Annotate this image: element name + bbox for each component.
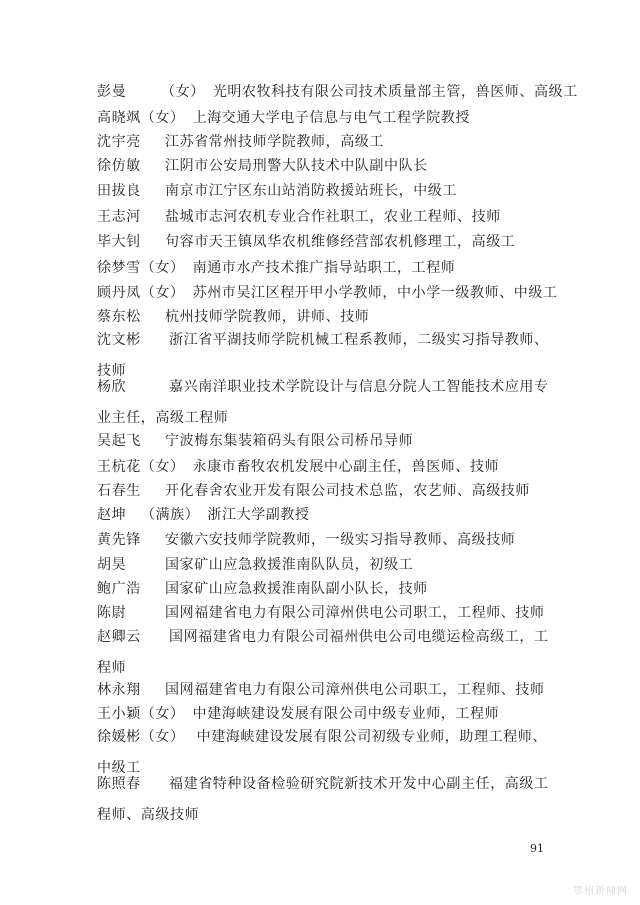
- person-description: 光明农牧科技有限公司技术质量部主管，兽医师、高级工: [212, 84, 578, 100]
- person-description: 国家矿山应急救援淮南队副小队长，技师: [165, 581, 428, 597]
- person-name: 徐仿敏: [97, 158, 141, 174]
- list-item: [97, 622, 552, 684]
- list-item: [97, 257, 552, 277]
- person-name: 彭曼: [97, 84, 127, 100]
- person-name: 王杭花（女）: [97, 459, 185, 475]
- person-name: 赵卿云: [97, 629, 141, 645]
- person-description: 江苏省常州技师学院教师，高级工: [165, 134, 384, 150]
- person-name: 王小颖（女）: [97, 706, 185, 722]
- person-name: 徐梦雪（女）: [97, 260, 185, 276]
- person-name: 陈尉: [97, 605, 127, 621]
- person-description: 国网福建省电力有限公司漳州供电公司职工，工程师、技师: [165, 605, 545, 621]
- person-description: 中建海峡建设发展有限公司初级专业师，助理工程师、中级工: [97, 729, 548, 776]
- person-description: 中建海峡建设发展有限公司中级专业师，工程师: [192, 706, 500, 722]
- list-item: [97, 769, 552, 831]
- list-item: [97, 602, 552, 622]
- person-description: 浙江省平湖技师学院机械工程系教师，二级实习指导教师、技师: [97, 332, 549, 379]
- list-item: [97, 282, 558, 302]
- person-description: 国网福建省电力有限公司福州供电公司电缆运检高级工，工程师: [97, 629, 549, 676]
- person-name: 胡昊: [97, 557, 127, 573]
- person-description: 福建省特种设备检验研究院新技术开发中心副主任，高级工程师、高级技师: [97, 776, 549, 823]
- person-description: 江阴市公安局刑警大队技术中队副中队长: [165, 158, 428, 174]
- list-item: [97, 504, 552, 524]
- person-name: 吴起飞: [97, 433, 141, 449]
- list-item: [97, 155, 552, 175]
- person-name: 徐媛彬（女）: [97, 729, 185, 745]
- person-description: 嘉兴南洋职业技术学院设计与信息分院人工智能技术应用专业主任，高级工程师: [97, 379, 549, 426]
- list-item: [97, 306, 552, 326]
- person-description: 句容市天王镇凤华农机维修经营部农机修理工，高级工: [165, 234, 516, 250]
- list-item: [97, 206, 552, 226]
- person-description: 浙江大学副教授: [207, 507, 310, 523]
- person-description: 国家矿山应急救援淮南队队员，初级工: [165, 557, 414, 573]
- person-name: 杨欣: [97, 379, 127, 395]
- person-name: 黄先锋: [97, 532, 141, 548]
- person-description: 盐城市志河农机专业合作社职工，农业工程师、技师: [165, 209, 501, 225]
- list-item: [97, 456, 552, 476]
- list-item: [97, 480, 552, 500]
- person-name: 林永翔: [97, 682, 141, 698]
- person-description: 上海交通大学电子信息与电气工程学院教授: [192, 110, 471, 126]
- person-name: 毕大钊: [97, 234, 141, 250]
- list-item: [97, 679, 552, 699]
- person-name: 王志河: [97, 209, 141, 225]
- person-name: 鲍广浩: [97, 581, 141, 597]
- list-item: [97, 81, 578, 101]
- person-description: 国网福建省电力有限公司漳州供电公司职工，工程师、技师: [165, 682, 545, 698]
- person-name: 高晓飒（女）: [97, 110, 185, 126]
- person-note: （满族）: [141, 507, 200, 523]
- list-item: [97, 107, 552, 127]
- person-name: 石春生: [97, 483, 141, 499]
- person-description: 开化春舍农业开发有限公司技术总监，农艺师、高级技师: [165, 483, 530, 499]
- list-item: [97, 430, 552, 450]
- person-description: 安徽六安技师学院教师，一级实习指导教师、高级技师: [165, 532, 516, 548]
- person-description: 杭州技师学院教师，讲师、技师: [165, 309, 370, 325]
- person-note: （女）: [161, 84, 205, 100]
- person-description: 南京市江宁区东山站消防救援站班长，中级工: [165, 183, 457, 199]
- person-description: 南通市水产技术推广指导站职工，工程师: [192, 260, 456, 276]
- list-item: [97, 372, 552, 434]
- list-item: [97, 180, 552, 200]
- watermark-logo: 鄂州新闻网: [573, 886, 628, 897]
- person-name: 蔡东松: [97, 309, 141, 325]
- list-item: [97, 578, 552, 598]
- list-item: [97, 231, 552, 251]
- person-description: 永康市畜牧农机发展中心副主任，兽医师、技师: [192, 459, 500, 475]
- person-name: 赵坤: [97, 507, 127, 523]
- person-name: 陈照春: [97, 776, 141, 792]
- person-name: 沈宇亮: [97, 134, 141, 150]
- person-name: 沈文彬: [97, 332, 141, 348]
- list-item: [97, 529, 552, 549]
- list-item: [97, 131, 552, 151]
- list-item: [97, 703, 552, 723]
- person-name: 田拔良: [97, 183, 141, 199]
- person-description: 苏州市吴江区程开甲小学教师，中小学一级教师、中级工: [192, 285, 558, 301]
- person-description: 宁波梅东集装箱码头有限公司桥吊导师: [165, 433, 414, 449]
- list-item: [97, 554, 552, 574]
- page-number: 91: [530, 842, 544, 855]
- person-name: 顾丹凤（女）: [97, 285, 185, 301]
